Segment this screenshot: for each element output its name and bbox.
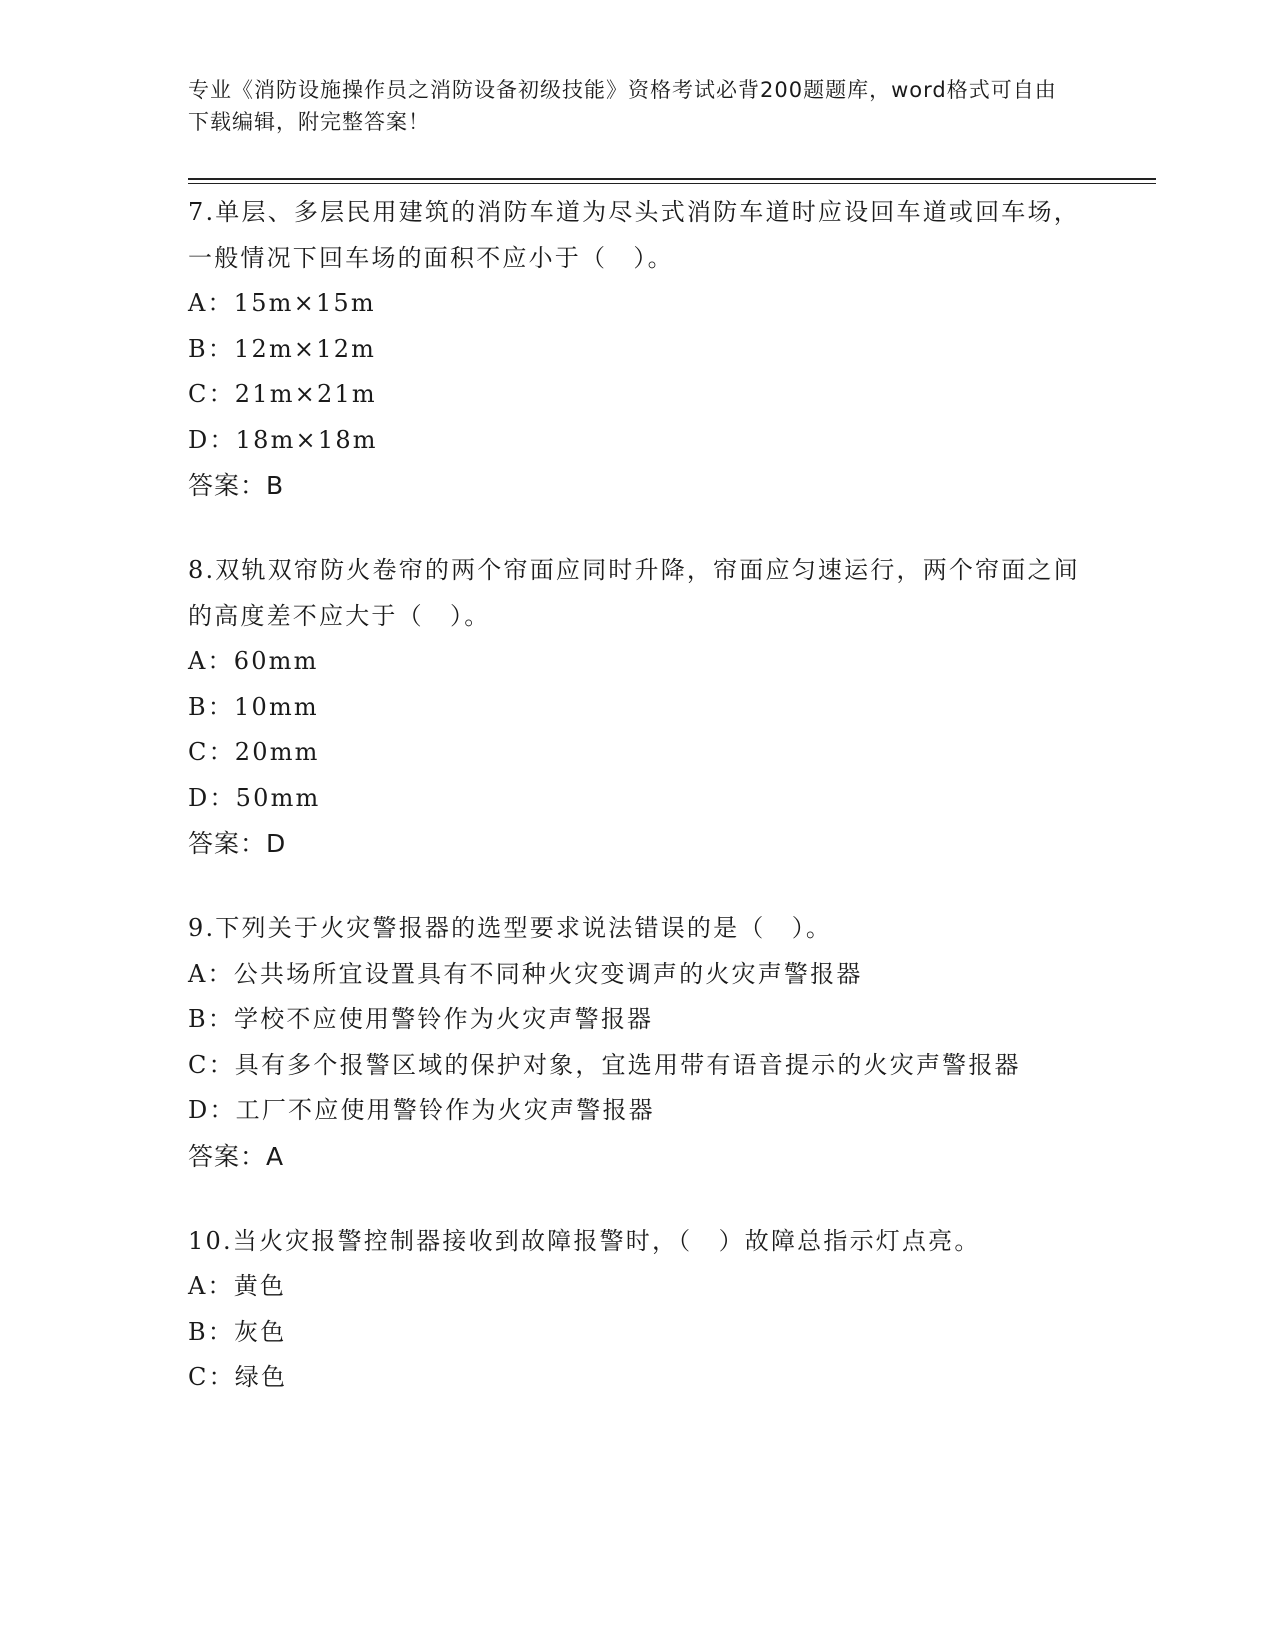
question-stem: 9.下列关于火灾警报器的选型要求说法错误的是（ ）。 xyxy=(188,914,833,942)
option-c: C：具有多个报警区域的保护对象，宜选用带有语音提示的火灾声警报器 xyxy=(188,1050,1021,1079)
option-d: D：工厂不应使用警铃作为火灾声警报器 xyxy=(188,1096,655,1124)
answer-line: 答案：B xyxy=(188,471,285,500)
question-list xyxy=(188,190,1088,1441)
option-c: C：绿色 xyxy=(188,1363,288,1391)
answer-line: 答案：A xyxy=(188,1141,285,1171)
option-d: D：18m×18m xyxy=(188,425,378,454)
option-b: B：灰色 xyxy=(188,1317,287,1346)
option-c: C：21m×21m xyxy=(188,380,377,408)
option-b: B：12m×12m xyxy=(188,334,377,363)
question-stem: 8.双轨双帘防火卷帘的两个帘面应同时升降，帘面应匀速运行，两个帘面之间的高度差不应大于（ ）。 xyxy=(188,556,1080,630)
document-header: 专业《消防设施操作员之消防设备初级技能》资格考试必背200题题库，word格式可自由下载编辑，附完整答案！ xyxy=(188,78,1057,134)
question-9 xyxy=(188,906,1088,1179)
question-stem: 10.当火灾报警控制器接收到故障报警时，（ ）故障总指示灯点亮。 xyxy=(188,1226,981,1255)
option-b: B：10mm xyxy=(188,692,319,721)
option-b: B：学校不应使用警铃作为火灾声警报器 xyxy=(188,1005,654,1033)
option-a: A：黄色 xyxy=(188,1272,287,1300)
header-divider-thin xyxy=(188,183,1156,184)
option-a: A：公共场所宜设置具有不同种火灾变调声的火灾声警报器 xyxy=(188,959,863,988)
header-divider-thick xyxy=(188,178,1156,180)
option-a: A：60mm xyxy=(188,647,319,675)
question-stem: 7.单层、多层民用建筑的消防车道为尽头式消防车道时应设回车道或回车场，一般情况下回车场的面积不应小于（ ）。 xyxy=(188,198,1080,272)
question-10 xyxy=(188,1219,1088,1401)
question-7 xyxy=(188,190,1088,508)
question-8 xyxy=(188,548,1088,866)
option-a: A：15m×15m xyxy=(188,289,376,317)
option-c: C：20mm xyxy=(188,738,320,766)
answer-line: 答案：D xyxy=(188,829,287,858)
option-d: D：50mm xyxy=(188,783,321,812)
